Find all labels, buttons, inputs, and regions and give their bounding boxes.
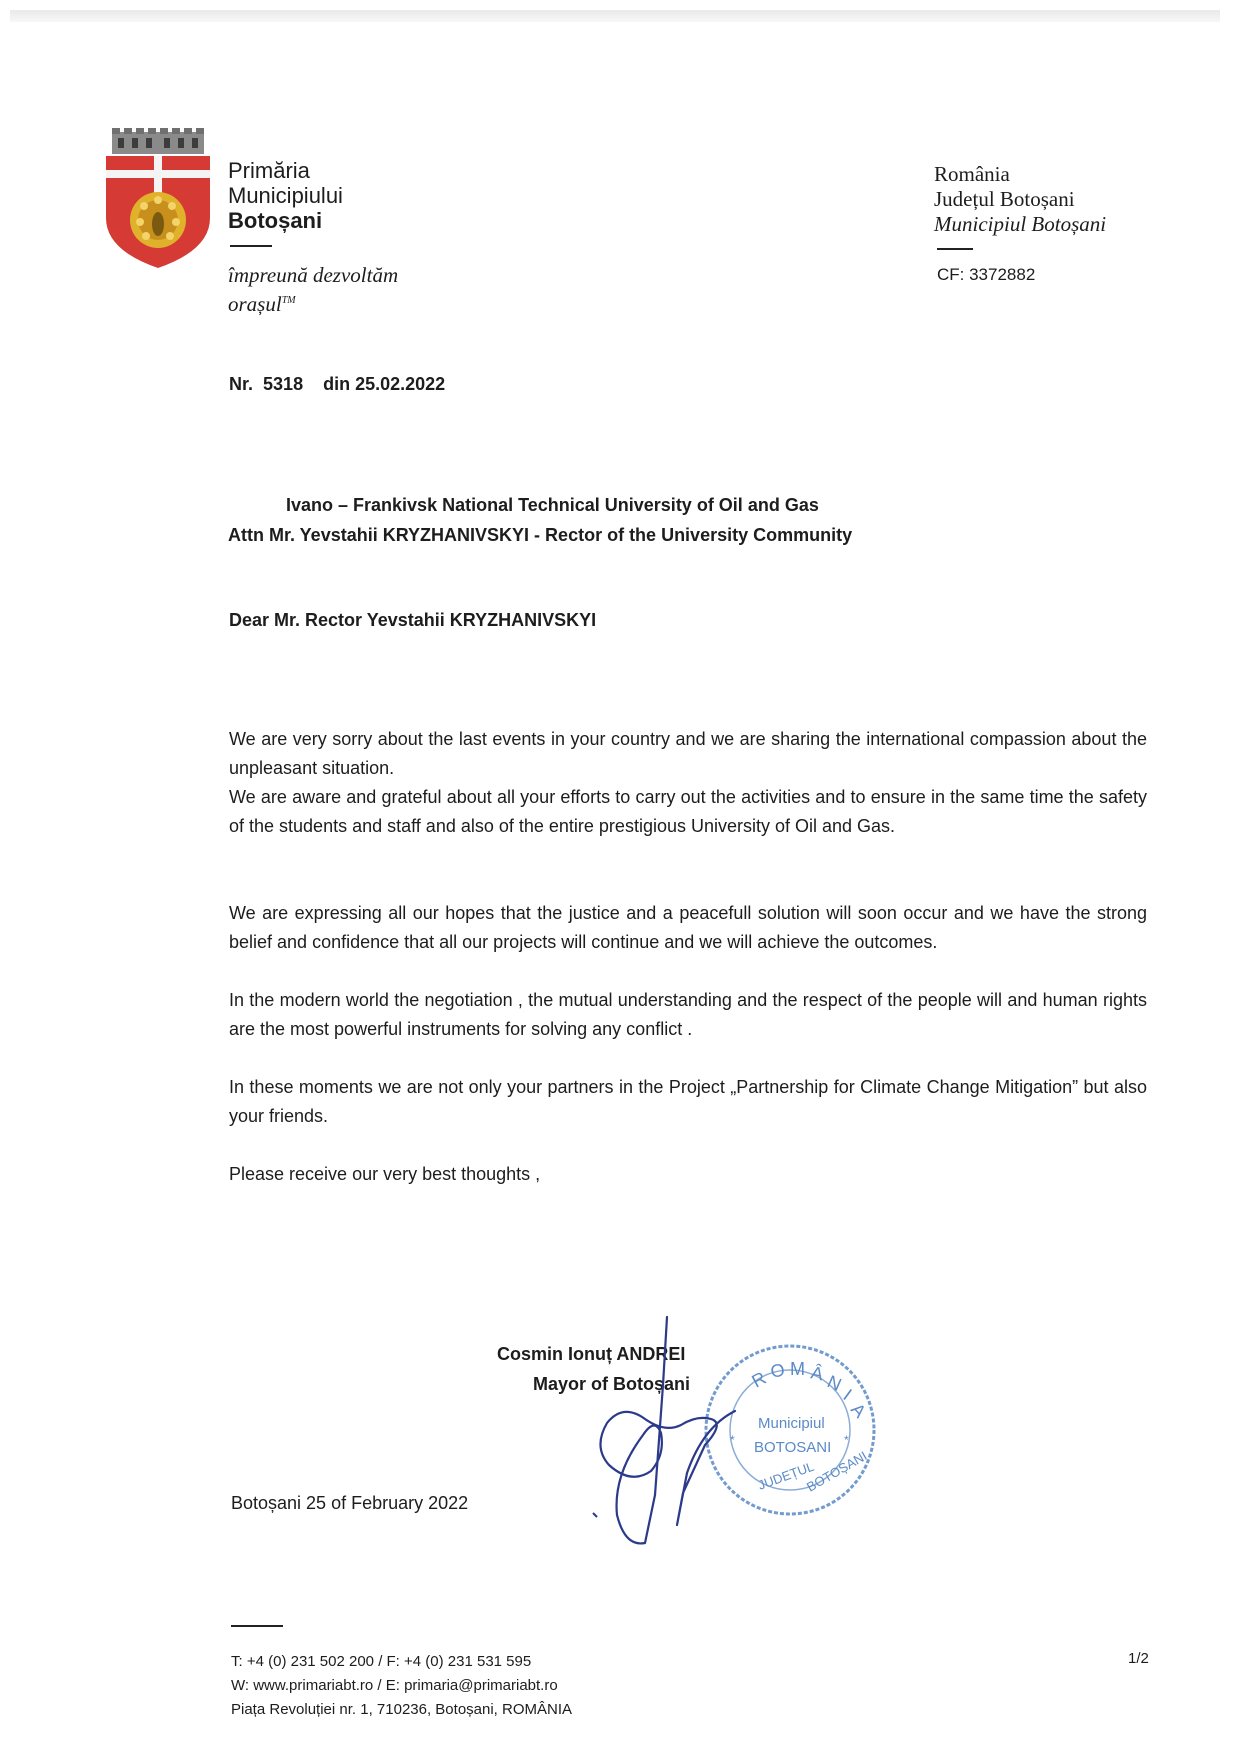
- svg-text:BOTOȘANI: BOTOȘANI: [804, 1448, 870, 1495]
- trademark-mark: TM: [281, 295, 296, 306]
- fiscal-code: CF: 3372882: [937, 265, 1036, 284]
- footer-divider: [231, 1625, 283, 1627]
- addressee-line-2: Attn Mr. Yevstahii KRYZHANIVSKYI - Rector of the University Community: [228, 525, 853, 545]
- svg-text:M: M: [790, 1359, 805, 1379]
- svg-text:O: O: [768, 1359, 787, 1382]
- svg-text:Municipiul: Municipiul: [758, 1415, 825, 1432]
- page-number: 1/2: [1128, 1650, 1149, 1667]
- motto-line-2: orașul: [228, 292, 282, 316]
- org-line-1: Primăria: [228, 158, 310, 183]
- municipality: Municipiul Botoșani: [934, 212, 1107, 236]
- nr-value: 5318: [263, 374, 304, 394]
- svg-text:N: N: [824, 1371, 845, 1395]
- salutation: Dear Mr. Rector Yevstahii KRYZHANIVSKYI: [229, 610, 597, 630]
- svg-text:A: A: [847, 1399, 870, 1422]
- signatory-role: Mayor of Botoșani: [533, 1374, 691, 1394]
- date-label: din: [323, 374, 351, 394]
- org-line-2: Municipiului: [228, 183, 343, 208]
- letter-body: [229, 725, 1147, 1189]
- paragraph-2: We are aware and grateful about all your efforts to carry out the activities and to ensure in the same time the safety of the students and staff and also of the entire prestigious University of Oil and Gas.: [229, 787, 1147, 836]
- county: Județul Botoșani: [934, 187, 1075, 211]
- nr-label: Nr.: [229, 374, 254, 394]
- svg-text:*: *: [844, 1433, 849, 1447]
- svg-text:Â: Â: [809, 1362, 826, 1385]
- crown-icon: [112, 128, 204, 154]
- org-line-3: Botoșani: [228, 208, 323, 233]
- place-and-date: Botoșani 25 of February 2022: [231, 1493, 469, 1513]
- footer-web-email: W: www.primariabt.ro / E: primaria@primariabt.ro: [231, 1677, 558, 1694]
- svg-text:JUDEȚUL: JUDEȚUL: [755, 1458, 817, 1493]
- signatory-name: Cosmin Ionuț ANDREI: [497, 1344, 686, 1364]
- peacock-icon: [130, 192, 186, 248]
- svg-text:*: *: [730, 1433, 735, 1447]
- header-divider-left: [230, 245, 272, 247]
- motto: [228, 262, 398, 317]
- jurisdiction-block: [934, 162, 1106, 237]
- footer-address: Piața Revoluției nr. 1, 710236, Botoșani, ROMÂNIA: [231, 1701, 573, 1718]
- footer-phone: T: +4 (0) 231 502 200 / F: +4 (0) 231 531 595: [231, 1653, 532, 1670]
- date-value: 25.02.2022: [355, 374, 446, 394]
- coat-of-arms-logo: [104, 128, 212, 268]
- addressee-block: [228, 490, 1028, 550]
- addressee-line-1: Ivano – Frankivsk National Technical University of Oil and Gas: [286, 495, 819, 515]
- svg-text:R: R: [748, 1367, 770, 1392]
- organization-name: [228, 158, 343, 233]
- header-divider-right: [937, 248, 973, 250]
- motto-line-1: împreună dezvoltăm: [228, 263, 399, 287]
- paragraph-1: We are very sorry about the last events in your country and we are sharing the international compassion about the unpleasant situation.: [229, 729, 1147, 778]
- scan-top-shadow: [10, 10, 1220, 22]
- paragraph-6: Please receive our very best thoughts ,: [229, 1164, 541, 1184]
- country: România: [934, 162, 1010, 186]
- paragraph-3: We are expressing all our hopes that the justice and a peacefull solution will soon occur and we have the strong belief and confidence that all our projects will continue and we will achieve the outcomes.: [229, 903, 1147, 952]
- svg-text:I: I: [839, 1385, 856, 1405]
- paragraph-5: In these moments we are not only your partners in the Project „Partnership for Climate Change Mitigation” but also your friends.: [229, 1077, 1147, 1126]
- svg-text:BOTOSANI: BOTOSANI: [754, 1439, 832, 1456]
- footer-contact: [231, 1650, 572, 1722]
- handwritten-signature: [585, 1315, 760, 1545]
- registration-number: [229, 374, 445, 395]
- paragraph-4: In the modern world the negotiation , the mutual understanding and the respect of the people will and human rights are the most powerful instruments for solving any conflict .: [229, 990, 1147, 1039]
